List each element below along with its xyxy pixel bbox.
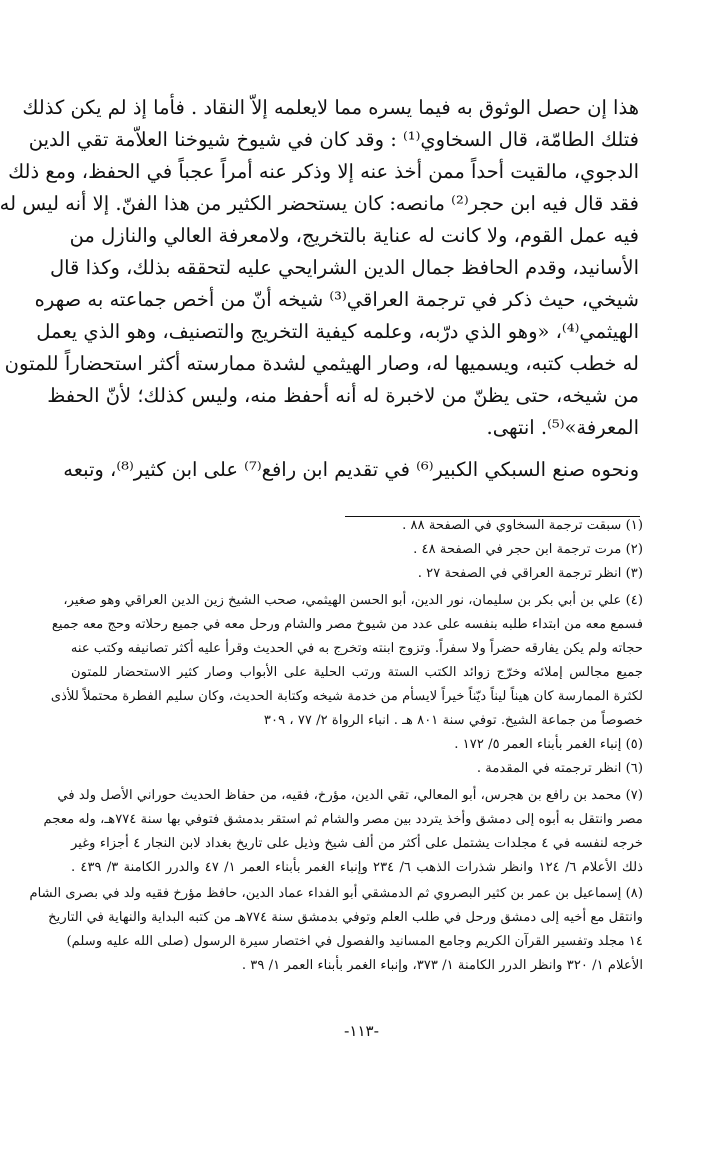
footnote-line: فسمع معه من ابتداء طلبه بنفسه على عدد من شيوخ مصر والشام ورحل معه في جميع رحلاته وحج معه جميع: [51, 617, 643, 632]
main-line: فتلك الطامّة، قال السخاوي⁽¹⁾ : وقد كان في شيوخ شيوخنا العلاّمة تقي الدين: [28, 128, 639, 151]
footnote-line: (٣) انظر ترجمة العراقي في الصفحة ٢٧ .: [417, 566, 643, 581]
main-line: الأسانيد، وقدم الحافظ جمال الدين الشرايحي عليه لتحققه بذلك، وكذا قال: [49, 256, 639, 279]
footnote-line: حجاته ولم يكن يفارقه حضراً ولا سفراً. وتزوج ابنته وتخرج به في الحديث وقرأ عليه أكثر تصانيفه وكتب عنه: [70, 641, 643, 656]
footnote-line: (٧) محمد بن رافع بن هجرس، أبو المعالي، تقي الدين، مؤرخ، فقيه، من حفاظ الحديث حوراني الأصل ولد في: [57, 788, 643, 803]
main-line: من شيخه، حتى يظنّ من لاخبرة له أنه أحفظ منه، وليس كذلك؛ لأنّ الحفظ: [47, 384, 639, 407]
page-number: -١١٣-: [343, 1022, 379, 1040]
main-line: فيه عمل القوم، ولا كانت له عناية بالتخريج، ولامعرفة العالي والنازل من: [69, 224, 639, 247]
main-line: له خطب كتبه، ويسميها له، وصار الهيثمي لشدة ممارسته أكثر استحضاراً للمتون: [4, 352, 639, 375]
footnote-line: خرجه لنفسه في ٤ مجلدات يشتمل على أكثر من ألف شيخ وذيل على تاريخ بغداد لابن النجار ٤ أجزاء وغير: [71, 836, 643, 851]
main-line: المعرفة»⁽⁵⁾. انتهى.: [486, 416, 639, 439]
footnote-line: خصوصاً من جماعة الشيخ. توفي سنة ٨٠١ هـ . انباء الرواة ٢/ ٧٧ ، ٣٠٩: [263, 713, 643, 728]
main-line: فقد قال فيه ابن حجر⁽²⁾ مانصه: كان يستحضر الكثير من هذا الفنّ. إلا أنه ليس له: [0, 192, 639, 215]
main-line: هذا إن حصل الوثوق به فيما يسره مما لايعلمه إلاّ النقاد . فأما إذ لم يكن كذلك: [22, 96, 639, 119]
footnote-line: (١) سبقت ترجمة السخاوي في الصفحة ٨٨ .: [402, 518, 643, 533]
footnote-line: ١٤ مجلد وتفسير القرآن الكريم وجامع المسانيد والفصول في اختصار سيرة الرسول (صلى الله عليه وسلم): [66, 934, 643, 949]
footnote-line: وانتقل مع أخيه إلى دمشق ورحل في طلب العلم وتوفي بدمشق سنة ٧٧٤هـ من كتبه البداية والنهاية في التاريخ: [48, 910, 643, 925]
footnote-line: مصر وانتقل به أبوه إلى دمشق وأخذ يتردد بين مصر والشام ثم استقر بدمشق فتوفي بها سنة ٧٧٤هـ، وله معجم: [43, 812, 643, 827]
main-line: الهيثمي⁽⁴⁾، «وهو الذي درّبه، وعلمه كيفية التخريج والتصنيف، وهو الذي يعمل: [36, 320, 639, 343]
footnote-line: جميع مجالس إملائه وخرّج زوائد الكتب الستة ورتب الحلية على الأبواب وصار كثير الاستحضار للمتون: [71, 665, 643, 680]
footnote-line: (٨) إسماعيل بن عمر بن كثير البصروي ثم الدمشقي أبو الفداء عماد الدين، حافظ مؤرخ فقيه ولد في بصرى الشام: [29, 886, 643, 901]
main-line: شيخي، حيث ذكر في ترجمة العراقي⁽³⁾ شيخه أنّ من أخص جماعته به صهره: [34, 288, 639, 311]
footnote-line: لكثرة الممارسة كان هيناً ليناً ديّناً خيراً لايسأم من خدمة شيخه وكتابة الحديث، وكان سليم الفطرة محتملاً للأذى: [50, 689, 643, 704]
main-line: ونحوه صنع السبكي الكبير⁽⁶⁾ في تقديم ابن رافع⁽⁷⁾ على ابن كثير⁽⁸⁾، وتبعه: [63, 458, 639, 481]
footnote-line: (٢) مرت ترجمة ابن حجر في الصفحة ٤٨ .: [413, 542, 643, 557]
footnote-line: الأعلام ١/ ٣٢٠ وانظر الدرر الكامنة ١/ ٣٧٣، وإنباء الغمر بأبناء العمر ١/ ٣٩ .: [241, 958, 643, 973]
footnote-line: (٦) انظر ترجمته في المقدمة .: [476, 761, 643, 776]
footnote-line: ذلك الأعلام ٦/ ١٢٤ وانظر شذرات الذهب ٦/ ٢٣٤ وإنباء الغمر بأبناء العمر ١/ ٤٧ والدرر الكامنة ٣/ ٤٣٩ .: [71, 860, 643, 875]
footnote-line: (٥) إنباء الغمر بأبناء العمر ٥/ ١٧٢ .: [454, 737, 643, 752]
main-line: الدجوي، مالقيت أحداً ممن أخذ عنه إلا وذكر عنه أمراً عجباً في الحفظ، ومع ذلك: [8, 160, 639, 183]
footnote-line: (٤) علي بن أبي بكر بن سليمان، نور الدين، أبو الحسن الهيثمي، صحب الشيخ زين الدين العراقي وهو صغير،: [63, 593, 643, 608]
